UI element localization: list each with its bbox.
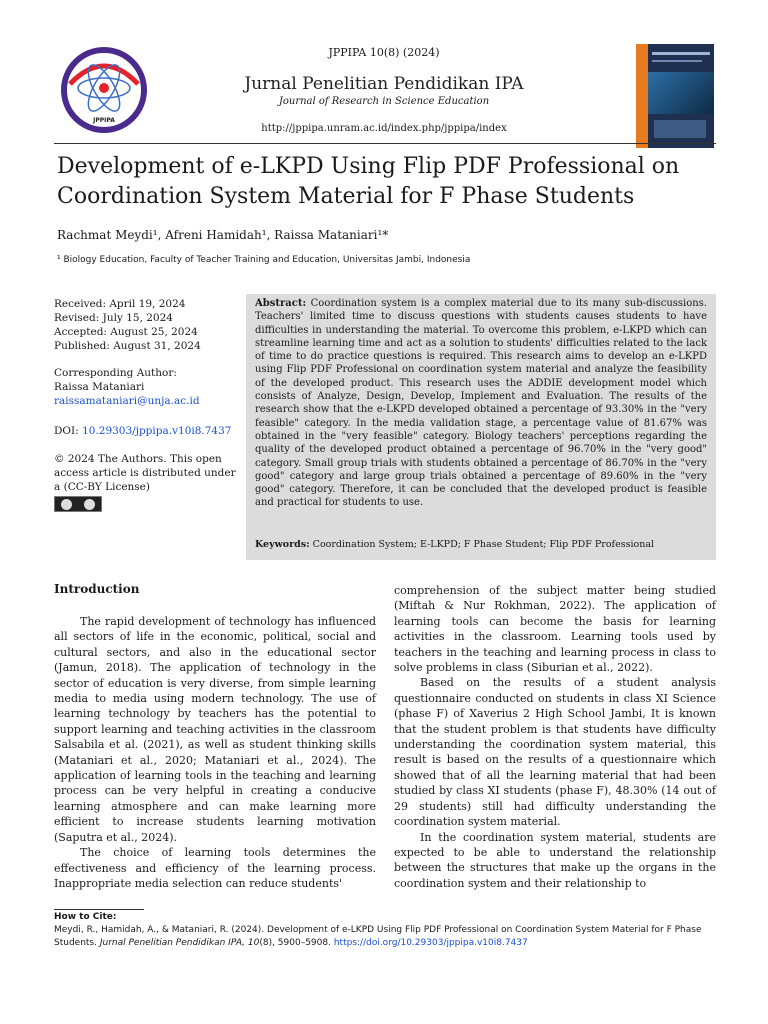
corresponding-email[interactable]: raissamataniari@unja.ac.id xyxy=(54,395,200,407)
journal-issue: JPPIPA 10(8) (2024) xyxy=(328,46,440,59)
paragraph: comprehension of the subject matter being studied (Miftah & Nur Rokhman, 2022). The application of learning tools can become the basis for learning activities in the classroom. Learning tools used by teachers in the teaching and learning process in class to solve problems in class (Siburian et al., 2022). xyxy=(394,584,716,675)
article-authors: Rachmat Meydi¹, Afreni Hamidah¹, Raissa Mataniari¹* xyxy=(57,228,389,242)
license-text: © 2024 The Authors. This open access article is distributed under a (CC-BY License) xyxy=(54,453,236,493)
paragraph: The rapid development of technology has influenced all sectors of life in the economic, political, social and cultural sectors, and also in the educational sector (Jamun, 2018). The application of technology in the sector of education is very diverse, from simple learning media to media using modern technology. The use of learning technology by teachers has the potential to support learning and teaching activities in the classroom Salsabila et al. (2021), as well as student thinking skills (Mataniari et al., 2020; Mataniari et al., 2024). The application of learning tools in the teaching and learning process can be very helpful in creating a conducive learning atmosphere and can make learning more efficient to increase students learning motivation (Saputra et al., 2024). xyxy=(54,615,376,844)
journal-cover-image xyxy=(636,44,714,148)
journal-subtitle: Journal of Research in Science Education xyxy=(278,96,490,107)
journal-name: Jurnal Penelitian Pendidikan IPA xyxy=(244,74,524,94)
article-title: Development of e-LKPD Using Flip PDF Professional on Coordination System Material for F Phase Students xyxy=(57,154,680,209)
received-date: Received: April 19, 2024 xyxy=(54,298,186,310)
keywords-label: Keywords: xyxy=(255,538,310,550)
paragraph: The choice of learning tools determines the effectiveness and efficiency of the learning process. Inappropriate media selection can reduce students' xyxy=(54,846,376,890)
header-divider xyxy=(54,143,716,144)
revised-date: Revised: July 15, 2024 xyxy=(54,312,173,324)
paragraph: In the coordination system material, students are expected to be able to understand the relationship between the structures that make up the organs in the coordination system and their relationship to xyxy=(394,830,716,890)
body-column-left xyxy=(54,614,376,891)
cc-by-badge[interactable] xyxy=(54,496,102,512)
abstract-text: Coordination system is a complex material due to its many sub-discussions. Teachers' limited time to discuss questions with students causes students to have difficulties in understanding the material. To overcome this problem, e-LKPD which can streamline learning time and act as a solution to students' difficulties related to the lack of time to do practice questions is required. This research aims to develop an e-LKPD using Flip PDF Professional on coordination system material and analyze the feasibility of the developed product. This research uses the ADDIE development model which consists of Analyze, Design, Develop, Implement and Evaluation. The results of the research show that the e-LKPD developed obtained a percentage of 93.30% in the "very feasible" category. In the media validation stage, a percentage value of 81.67% was obtained in the "very feasible" category. Biology teachers' perceptions regarding the quality of the developed product obtained a percentage of 96.70% in the "very good" category. Small group trials with students obtained a percentage of 86.70% in the "very good" category and large group trials obtained a percentage of 89.60% in the "very good" category. Therefore, it can be concluded that the developed product is feasible and practical for students to use. xyxy=(255,298,707,509)
doi-label: DOI: xyxy=(54,425,83,437)
citation-heading: How to Cite: xyxy=(54,912,117,922)
paragraph: Based on the results of a student analysis questionnaire conducted on students in class XI Science (phase F) of Xaverius 2 High School Jambi, It is known that the student problem is that students have difficulty understanding the coordination system material, this result is based on the results of a questionnaire which showed that of all the learning material that had been studied by class XI students (phase F), 48.30% (14 out of 29 students) still had difficulty understanding the coordination system material. xyxy=(394,676,716,829)
corresponding-name: Raissa Mataniari xyxy=(54,381,145,393)
doi-link[interactable]: 10.29303/jppipa.v10i8.7437 xyxy=(82,425,232,437)
keywords-text: Coordination System; E-LKPD; F Phase Student; Flip PDF Professional xyxy=(312,538,655,550)
abstract-label: Abstract: xyxy=(255,298,307,309)
cc-icon xyxy=(61,499,72,510)
article-affiliation: ¹ Biology Education, Faculty of Teacher Training and Education, Universitas Jambi, Indonesia xyxy=(57,255,471,265)
accepted-date: Accepted: August 25, 2024 xyxy=(54,326,198,338)
section-title-introduction: Introduction xyxy=(54,582,140,596)
citation-text: Meydi, R., Hamidah, A., & Mataniari, R. (2024). Development of e-LKPD Using Flip PDF Professional on Coordination System Material for F Phase Students. Jurnal Penelitian Pendidikan IPA, 10(8), 5900–5908. https://doi.org/10.29303/jppipa.v10i8.7437 xyxy=(54,925,702,948)
by-icon xyxy=(84,499,95,510)
keywords xyxy=(255,538,654,551)
citation-divider xyxy=(54,909,144,910)
published-date: Published: August 31, 2024 xyxy=(54,340,201,352)
corresponding-label: Corresponding Author: xyxy=(54,367,177,379)
citation-doi-link[interactable]: https://doi.org/10.29303/jppipa.v10i8.7437 xyxy=(333,938,528,948)
body-column-right xyxy=(394,583,716,891)
journal-url[interactable]: http://jppipa.unram.ac.id/index.php/jppipa/index xyxy=(261,123,507,134)
svg-text:JPPIPA: JPPIPA xyxy=(93,117,115,124)
citation-journal: Jurnal Penelitian Pendidikan IPA, 10 xyxy=(99,938,260,948)
doi xyxy=(54,424,240,438)
abstract-box xyxy=(246,294,716,560)
